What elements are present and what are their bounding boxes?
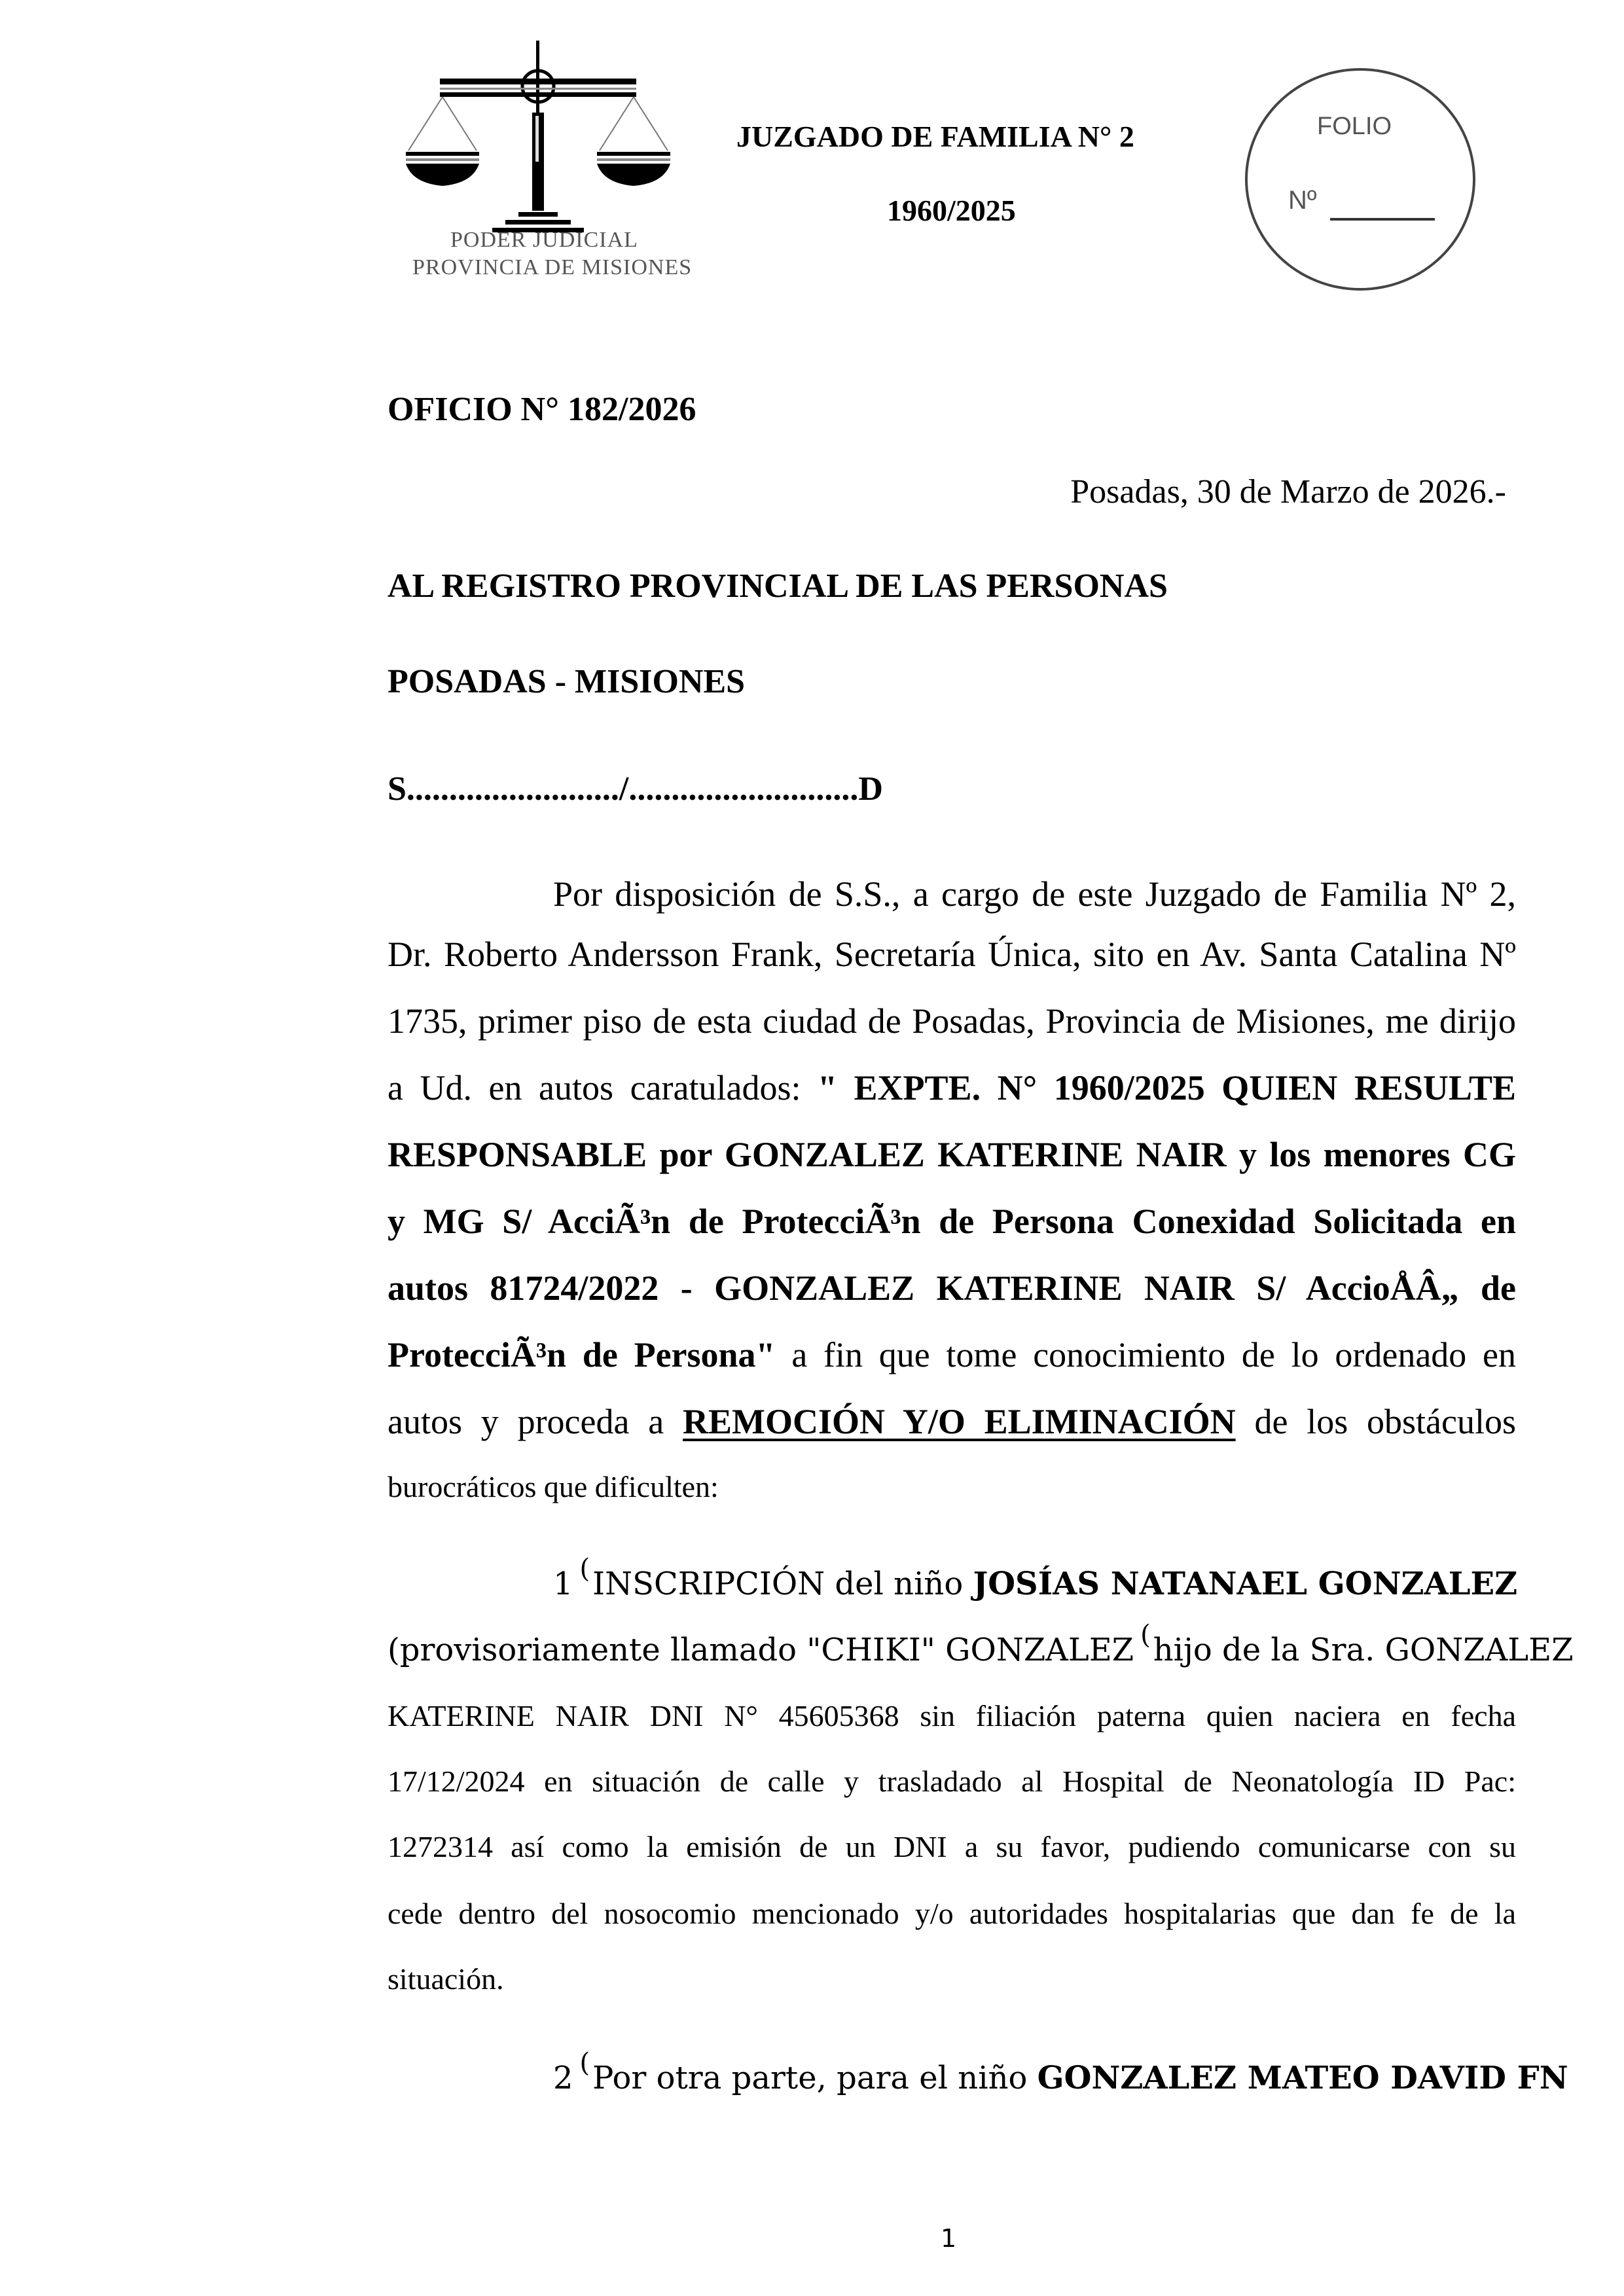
paragraph-line (388, 1402, 1516, 1441)
paren-mark: ( (1140, 1620, 1151, 1650)
list-item-line: KATERINE NAIR DNI N° 45605368 sin filiación paterna quien naciera en fecha (388, 1699, 1516, 1732)
case-caption-line: RESPONSABLE por GONZALEZ KATERINE NAIR y los menores CG (388, 1135, 1516, 1174)
text: hijo de la Sra. GONZALEZ (1153, 1632, 1574, 1668)
list-item-line: 17/12/2024 en situación de calle y trasladado al Hospital de Neonatología ID Pac: (388, 1765, 1516, 1798)
paragraph-line: 1735, primer piso de esta ciudad de Posadas, Provincia de Misiones, me dirijo (388, 1001, 1516, 1041)
list-item-line: situación. (388, 1962, 504, 1996)
paren-mark: ( (579, 1554, 590, 1584)
text: Por otra parte, para el niño (592, 2060, 1028, 2096)
folio-stamp (1245, 68, 1475, 291)
text: autos y proceda a (388, 1402, 664, 1441)
case-caption-line: y MG S/ AcciÃ³n de ProtecciÃ³n de Persona Conexidad Solicitada en (388, 1202, 1516, 1241)
child-name: GONZALEZ MATEO DAVID FN (1037, 2060, 1568, 2096)
list-item-line (388, 1620, 1574, 1672)
paragraph-line: Por disposición de S.S., a cargo de este Juzgado de Familia Nº 2, (553, 874, 1516, 914)
case-caption-line: autos 81724/2022 - GONZALEZ KATERINE NAIR S/ AccioÅÂ„ de (388, 1268, 1516, 1308)
list-item-line (553, 2048, 1568, 2100)
list-item-number: 1 (553, 1566, 573, 1602)
folio-number-label: Nº (1288, 186, 1317, 215)
text: de los obstáculos (1254, 1402, 1516, 1441)
oficio-number: OFICIO N° 182/2026 (388, 391, 696, 428)
logo-text-provincia: PROVINCIA DE MISIONES (412, 255, 693, 279)
child-name: JOSÍAS NATANAEL GONZALEZ (973, 1566, 1518, 1602)
case-caption-text: ProtecciÃ³n de Persona" (388, 1335, 776, 1374)
paragraph-line: Dr. Roberto Andersson Frank, Secretaría Única, sito en Av. Santa Catalina Nº (388, 935, 1516, 974)
paragraph-line (388, 1068, 1516, 1107)
text: a fin que tome conocimiento de lo ordenado en (791, 1335, 1517, 1374)
case-caption-text: " EXPTE. N° 1960/2025 QUIEN RESULTE (818, 1068, 1517, 1107)
list-item-line: cede dentro del nosocomio mencionado y/o autoridades hospitalarias que dan fe de la (388, 1897, 1516, 1930)
text: INSCRIPCIÓN del niño (592, 1566, 964, 1602)
list-item-line: 1272314 así como la emisión de un DNI a su favor, pudiendo comunicarse con su (388, 1830, 1516, 1863)
text: (provisoriamente llamado "CHIKI" GONZALEZ (388, 1632, 1134, 1668)
page-number: 1 (941, 2224, 957, 2253)
emphasis-underlined: REMOCIÓN Y/O ELIMINACIÓN (683, 1402, 1236, 1441)
addressee-line-2: POSADAS - MISIONES (388, 663, 746, 700)
paragraph-line: burocráticos que dificulten: (388, 1470, 719, 1503)
case-number: 1960/2025 (887, 194, 1016, 227)
folio-label: FOLIO (1317, 113, 1392, 140)
logo-text-poder-judicial: PODER JUDICIAL (450, 228, 638, 252)
text: a Ud. en autos caratulados: (388, 1068, 801, 1107)
date-line: Posadas, 30 de Marzo de 2026.- (1070, 473, 1506, 511)
paragraph-line (388, 1335, 1516, 1374)
addressee-line-1: AL REGISTRO PROVINCIAL DE LAS PERSONAS (388, 567, 1168, 605)
list-item-number: 2 (553, 2060, 573, 2096)
court-title: JUZGADO DE FAMILIA N° 2 (736, 120, 1134, 153)
salutation: S........................./...........................D (388, 770, 883, 808)
folio-number-blank (1330, 218, 1435, 221)
paren-mark: ( (579, 2048, 590, 2078)
list-item-line (553, 1554, 1518, 1605)
